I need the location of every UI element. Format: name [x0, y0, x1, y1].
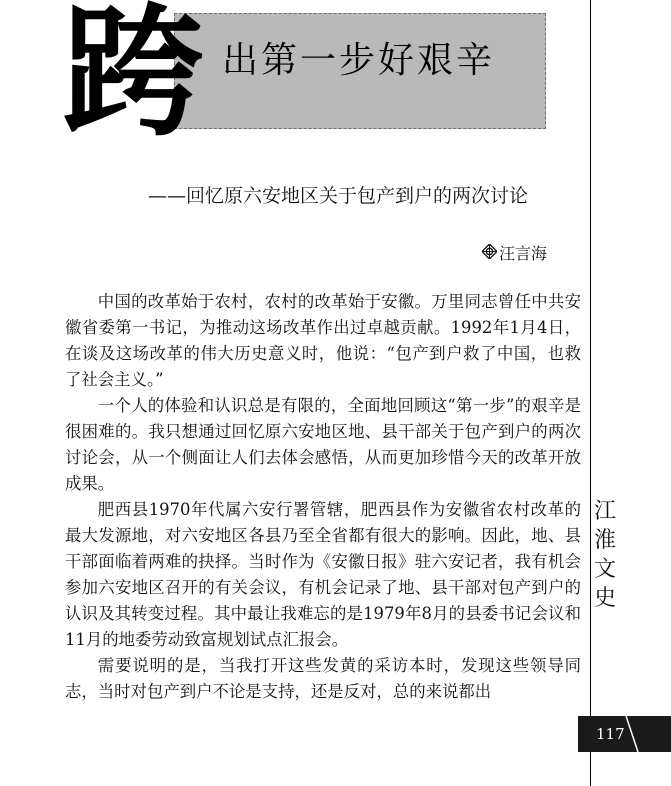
paragraph: 需要说明的是，当我打开这些发黄的采访本时，发现这些领导同志，当时对包产到户不论是支持，还是反对，总的来说都出 [65, 656, 581, 701]
journal-char: 文 [593, 557, 616, 582]
article-title: 出第一步好艰辛 [222, 40, 496, 81]
paragraph: 肥西县1970年代属六安行署管辖，肥西县作为安徽省农村改革的最大发源地，对六安地区各县乃至全省都有很大的影响。因此，地、县干部面临着两难的抉择。当时作为《安徽日报》驻六安记者，我有机会参加六安地区召开的有关会议，有机会记录了地、县干部对包产到户的认识及其转变过程。其中最让我难忘的是1979年8月的县委书记会议和11月的地委劳动致富规划试点汇报会。 [65, 500, 581, 649]
ornament-icon [482, 244, 497, 263]
article-body [65, 289, 581, 705]
journal-char: 史 [593, 586, 616, 611]
article-subtitle: ——回忆原六安地区关于包产到户的两次讨论 [148, 185, 529, 207]
column-divider [590, 0, 591, 786]
paragraph: 中国的改革始于农村，农村的改革始于安徽。万里同志曾任中共安徽省委第一书记，为推动这场改革作出过卓越贡献。1992年1月4日，在谈及这场改革的伟大历史意义时，他说：“包产到户救了中国，也救了社会主义。” [65, 292, 581, 389]
author-byline [482, 241, 547, 264]
title-big-character: 跨 [62, 0, 204, 156]
paragraph: 一个人的体验和认识总是有限的，全面地回顾这“第一步”的艰辛是很困难的。我只想通过回忆原六安地区地、县干部关于包产到户的两次讨论会，从一个侧面让人们去体会感悟，从而更加珍惜今天的改革开放成果。 [65, 396, 581, 493]
journal-name-vertical [592, 497, 618, 613]
journal-char: 淮 [593, 528, 616, 553]
journal-char: 江 [593, 499, 616, 524]
page-number: 117 [596, 725, 625, 743]
author-name: 汪言海 [499, 244, 548, 263]
